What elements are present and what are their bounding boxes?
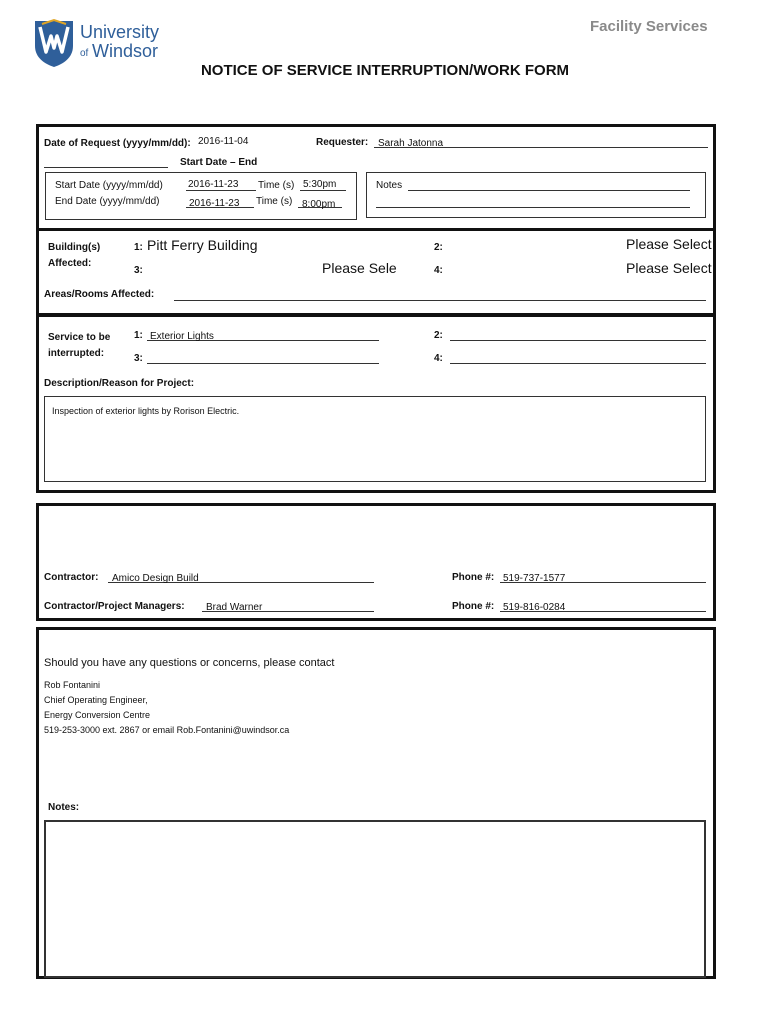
- requester-label: Requester:: [316, 137, 369, 148]
- date-of-request-value[interactable]: 2016-11-04: [198, 136, 249, 147]
- description-value: Inspection of exterior lights by Rorison Electric.: [52, 406, 240, 416]
- building-3-select[interactable]: Please Sele: [322, 260, 397, 276]
- service-label-1: Service to be: [48, 332, 111, 343]
- start-date-label: Start Date (yyyy/mm/dd): [55, 180, 163, 191]
- project-manager-value[interactable]: Brad Warner: [206, 602, 263, 613]
- request-section: [36, 124, 716, 316]
- notes-line-2[interactable]: [376, 207, 690, 208]
- building-2-number: 2:: [434, 242, 443, 253]
- contact-intro: Should you have any questions or concerns, please contact: [44, 657, 335, 669]
- areas-line[interactable]: [174, 300, 706, 301]
- contact-name: Rob Fontanini: [44, 680, 101, 690]
- contact-phone-email: 519-253-3000 ext. 2867 or email Rob.Fontanini@uwindsor.ca: [44, 725, 290, 735]
- project-manager-label: Contractor/Project Managers:: [44, 601, 185, 612]
- contractor-value[interactable]: Amico Design Build: [112, 573, 199, 584]
- notes-line-1[interactable]: [408, 190, 690, 191]
- project-manager-phone-label: Phone #:: [452, 601, 495, 612]
- notes-box: [366, 172, 706, 218]
- logo-windsor: Windsor: [92, 41, 159, 61]
- buildings-label-1: Building(s): [48, 242, 101, 253]
- service-3-number: 3:: [134, 353, 143, 364]
- end-time-label: Time (s): [256, 196, 293, 207]
- start-end-heading: Start Date – End: [180, 157, 258, 168]
- requester-value[interactable]: Sarah Jatonna: [378, 138, 444, 149]
- buildings-label-2: Affected:: [48, 258, 92, 269]
- section-divider: [36, 228, 716, 231]
- contractor-phone-value[interactable]: 519-737-1577: [503, 573, 566, 584]
- service-2-number: 2:: [434, 330, 443, 341]
- start-time-line: [300, 190, 346, 191]
- project-manager-phone-value[interactable]: 519-816-0284: [503, 602, 566, 613]
- university-shield-icon: [32, 18, 76, 68]
- contact-department: Energy Conversion Centre: [44, 710, 151, 720]
- start-time-value[interactable]: 5:30pm: [303, 179, 337, 190]
- end-date-label: End Date (yyyy/mm/dd): [55, 196, 160, 207]
- end-time-value[interactable]: 8:00pm: [302, 199, 336, 210]
- start-time-label: Time (s): [258, 180, 295, 191]
- building-3-number: 3:: [134, 265, 143, 276]
- page-title: NOTICE OF SERVICE INTERRUPTION/WORK FORM: [200, 62, 570, 79]
- contractor-label: Contractor:: [44, 572, 99, 583]
- start-date-value[interactable]: 2016-11-23: [188, 179, 239, 190]
- contractor-phone-label: Phone #:: [452, 572, 495, 583]
- logo-of: of: [80, 48, 89, 59]
- service-1-value[interactable]: Exterior Lights: [150, 331, 214, 342]
- building-4-number: 4:: [434, 265, 443, 276]
- service-2-line[interactable]: [450, 340, 706, 341]
- date-of-request-label: Date of Request (yyyy/mm/dd):: [44, 138, 191, 149]
- service-4-line[interactable]: [450, 363, 706, 364]
- notes-section-label: Notes:: [48, 802, 80, 813]
- building-1-number: 1:: [134, 242, 143, 253]
- contact-role: Chief Operating Engineer,: [44, 695, 148, 705]
- building-4-select[interactable]: Please Select: [626, 260, 712, 276]
- building-1-select[interactable]: Pitt Ferry Building: [147, 237, 258, 253]
- department-name: Facility Services: [590, 18, 708, 35]
- service-3-line[interactable]: [147, 363, 379, 364]
- building-2-select[interactable]: Please Select: [626, 236, 712, 252]
- service-label-2: interrupted:: [48, 348, 105, 359]
- end-date-value[interactable]: 2016-11-23: [189, 198, 240, 209]
- service-4-number: 4:: [434, 353, 443, 364]
- notes-textarea[interactable]: [44, 820, 706, 978]
- areas-label: Areas/Rooms Affected:: [44, 289, 155, 300]
- description-label: Description/Reason for Project:: [44, 378, 195, 389]
- notes-label: Notes: [376, 180, 403, 191]
- start-end-line: [44, 167, 168, 168]
- start-date-line: [186, 190, 256, 191]
- service-1-number: 1:: [134, 330, 143, 341]
- logo-university: University: [80, 22, 160, 42]
